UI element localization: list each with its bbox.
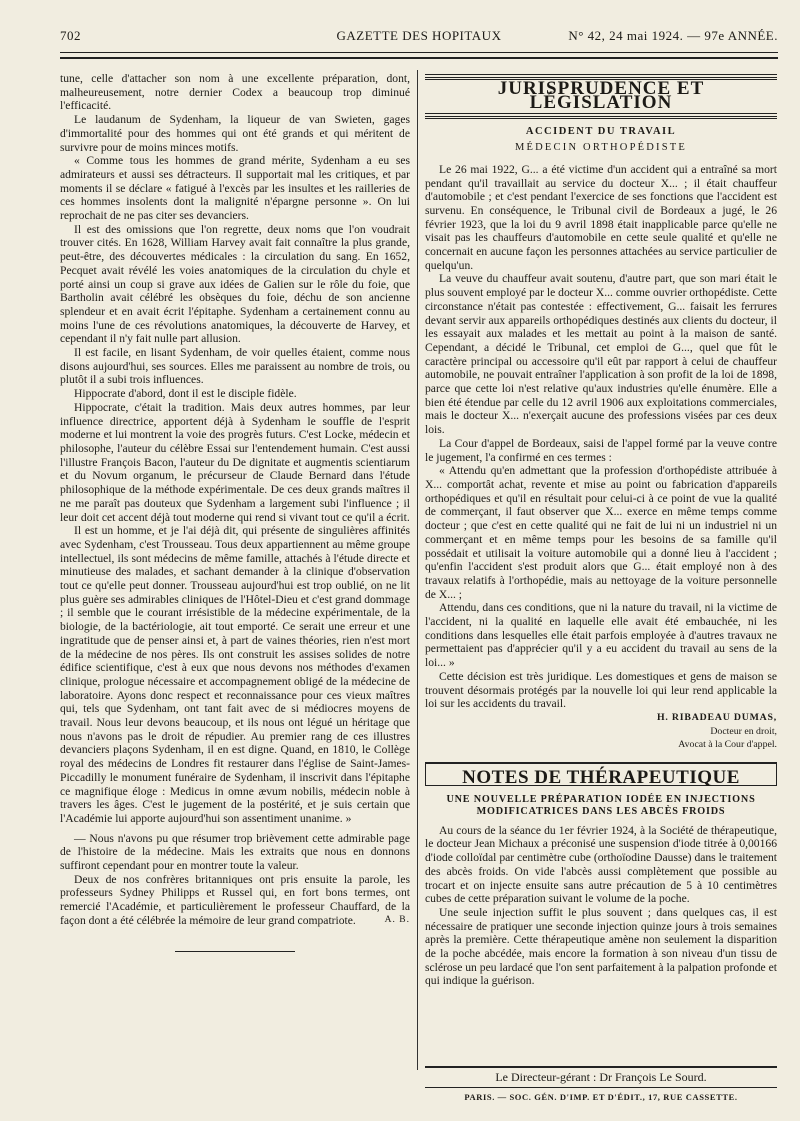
paragraph: La Cour d'appel de Bordeaux, saisi de l'appel formé par la veuve contre le jugement, l'a confirmé en ces termes :	[425, 436, 777, 464]
paragraph	[60, 873, 410, 928]
section-title-jurisprudence: JURISPRUDENCE ET LÉGISLATION	[497, 78, 705, 113]
paragraph-text: Deux de nos confrères britanniques ont pris ensuite la parole, les professeurs Sydney Philipps et Russel qui, en fort bons termes, ont remercié l'Académie, et particulièrement le professeur Chauffard, de la façon dont a été célébrée la mémoire de leur grand compatriote.	[60, 872, 410, 927]
therapeutique-box	[425, 762, 777, 789]
article-title: ACCIDENT DU TRAVAIL	[525, 126, 677, 138]
section-title-therapeutique: NOTES DE THÉRAPEUTIQUE	[462, 767, 740, 789]
right-column	[425, 72, 777, 988]
printer-line: PARIS. — SOC. GÉN. D'IMP. ET D'ÉDIT., 17, RUE CASSETTE.	[464, 1092, 738, 1102]
journal-title: GAZETTE DES HOPITAUX	[336, 28, 502, 43]
paragraph: « Comme tous les hommes de grand mérite, Sydenham a eu ses admirateurs et aussi ses détracteurs. Il supportait mal les critiques, et par moments il se déclare « fatigué à l'excès par les insultes et les railleries de ces hommes insolents dont la malignité n'épargne personne ». On lui reprochait de ne pas citer ses devanciers.	[60, 154, 410, 223]
header-rule	[60, 52, 778, 53]
director-line: Le Directeur-gérant : Dr François Le Sourd.	[425, 1066, 777, 1088]
paragraph: tune, celle d'attacher son nom à une excellente préparation, dont, malheureusement, notre dernier Codex a beaucoup trop diminué l'efficacité.	[60, 72, 410, 113]
paragraph: Le laudanum de Sydenham, la liqueur de van Swieten, gages d'immortalité pour des hommes qui ont été grands et qui méritent de survivre pour de moins minces motifs.	[60, 113, 410, 154]
paragraph: « Attendu qu'en admettant que la profession d'orthopédiste attribuée à X... comportât achat, revente et mise au point ou fabrication d'appareils orthopédiques et qu'il en résultait pour celui-ci à ce point de vue la qualité de commerçant, il faut observer que X... exerce en même temps comme docteur ; que c'est en cette qualité qui ne fait de lui ni un industriel ni un commerçant et en même temps pour les besoins de sa famille qu'il possédait et utilisait la voiture automobile qui a donné lieu à l'accident ; qu'enfin l'accident s'est produit alors que G... était employé non à des travaux relatifs à l'orthopédie, mais au nettoyage de la voiture personnelle de X... ;	[425, 464, 777, 601]
paragraph: Cette décision est très juridique. Les domestiques et gens de maison se trouvent désormais protégés par la nouvelle loi qui leur rend applicable la loi sur les accidents du travail.	[425, 669, 777, 711]
paragraph: Il est un homme, et je l'ai déjà dit, qui présente de singulières affinités avec Sydenham, c'est Trousseau. Tous deux appartiennent au même groupe intellectuel, ils sont médecins de même famille, attachés à l'étude directe et minutieuse des malades, et sachant demander à la clinique d'observation tout ce qu'elle peut donner. Trousseau aujourd'hui est trop oublié, on ne lit plus guère ses admirables cliniques de l'Hôtel-Dieu et c'est grand dommage ; il semble que le courant irrésistible de la médecine expérimentale, de la biologie, de la bactériologie, ait tout emporté. Ce serait une erreur et une ingratitude que de penser ainsi et, à part de vaines théories, rien n'est mort de la médecine de nos pères. Ils ont construit les assises solides de notre édifice scientifique, c'est à eux que nous devons nos méthodes d'examen clinique, prologue nécessaire et accompagnement obligé de la médecine de laboratoire. Ayons donc respect et reconnaissance pour ces vieux maîtres qui, tels que Sydenham, ont tant fait avec de si médiocres moyens de travail. Nous leur devons beaucoup, et ils nous ont légué un héritage que nous n'avons pas le droit de répudier. Au premier rang de ces illustres devanciers plaçons Sydenham, il en est digne. Quand, en 1810, le Collège royal des médecins de Londres fit restaurer dans l'église de Saint-James-Piccadilly le monument funéraire de Sydenham, il inscrivit dans l'épitaphe ce magnifique éloge : Medicus in omne ævum nobilis, médecin noble à travers les âges. C'est le jugement de la postérité, et je suis certain que l'Académie lui apporte aujourd'hui son assentiment unanime. »	[60, 524, 410, 825]
paragraph: La veuve du chauffeur avait soutenu, d'autre part, que son mari était le plus souvent employé par le docteur X... comme ouvrier orthopédiste. Cette circonstance n'était pas contestée : effectivement, G... faisait les ferrures devant servir aux appareils orthopédiques destinés aux clients du docteur, il les essayait aux malades et les mettait au point à la maison de santé. Cependant, a décidé le Tribunal, cet emploi de G..., quel que fût le caractère principal ou accessoire qu'il eût par rapport à celui de chauffeur automobile, ne pouvait entraîner l'application à son profit de la loi de 1898, parce que cette loi n'est relative qu'aux industries qu'elle énumère. Elle a bien été étendue par celle du 12 avril 1906 aux exploitations commerciales, mais le docteur X... n'exerçait aucune des professions visées par ces deux lois.	[425, 272, 777, 437]
author-role: Avocat à la Cour d'appel.	[678, 739, 777, 751]
left-column	[60, 72, 410, 955]
paragraph: Il est des omissions que l'on regrette, deux noms que l'on voudrait trouver cités. En 1628, William Harvey avait fait connaître la plus grande, peut-être, des découvertes médicales : la circulation du sang. En 1652, Pecquet avait révélé les voies anatomiques de la circulation du chyle et porté ainsi un coup si grave aux idées de Galien sur le rôle du foie, que Bartholin avait célébré les obsèques du foie, déchu de son ancienne splendeur et en avait écrit l'épitaphe. Sydenham a certainement connu au moins l'une de ces révolutions anatomiques, la découverte de Harvey, et cependant il n'y fait nulle part allusion.	[60, 222, 410, 346]
running-head	[60, 28, 778, 48]
paragraph: Hippocrate, c'était la tradition. Mais deux autres hommes, par leur influence directrice, apportent déjà à Sydenham le souffle de l'esprit moderne et lui montrent la voie des progrès futurs. C'est Locke, médecin et philosophe, l'auteur du célèbre Essai sur l'entendement humain. C'est aussi l'illustre François Bacon, l'auteur du De dignitate et augmentis scientiarum et du Novum organum, le précurseur de Claude Bernard dans l'étude philosophique de la méthode expérimentale. De ces deux grands maîtres il ne me paraît pas douteux que Sydenham a largement subi l'influence ; il leur doit cet accent déjà tout moderne qui rend si vivant tout ce qu'il a écrit.	[60, 400, 410, 524]
article-title: UNE NOUVELLE PRÉPARATION IODÉE EN INJECTIONS MODIFICATRICES DANS LES ABCÈS FROIDS	[446, 793, 756, 817]
author-name: H. RIBADEAU DUMAS,	[657, 711, 777, 723]
header-rule-double	[60, 57, 778, 59]
paragraph: Une seule injection suffit le plus souvent ; dans quelques cas, il est nécessaire de pratiquer une seconde injection quinze jours à trois semaines après la première. Cette thérapeutique amène non seulement la disparition de la poche abcédée, mais encore la formation à son niveau d'un tissu de sclérose un peu lardacé que l'on sent parfaitement à la palpation profonde et qui indique la guérison.	[425, 905, 777, 988]
paragraph: — Nous n'avons pu que résumer trop brièvement cette admirable page de l'histoire de la médecine. Mais les extraits que nous en donnons suffiront cependant pour en montrer toute la valeur.	[60, 831, 410, 873]
article-signature: A. B.	[384, 914, 410, 925]
paragraph: Il est facile, en lisant Sydenham, de voir quelles étaient, comme nous disons aujourd'hui, ses sources. Elles me paraissent au nombre de trois, ou plutôt il a subi trois influences.	[60, 346, 410, 387]
issue-info: N° 42, 24 mai 1924. — 97e ANNÉE.	[568, 28, 778, 43]
paragraph: Hippocrate d'abord, dont il est le disciple fidèle.	[74, 387, 297, 401]
column-divider	[417, 70, 418, 1070]
end-ornament	[60, 942, 410, 956]
paragraph: Attendu, dans ces conditions, que ni la nature du travail, ni la victime de l'accident, ni la qualité en laquelle elle avait été embauchée, ni les conditions dans lesquelles elle était parfois employée à d'autres travaux ne permettaient pas d'apprécier qu'il y a eu accident du travail au sens de la loi... »	[425, 601, 777, 670]
paragraph: Le 26 mai 1922, G... a été victime d'un accident qui a entraîné sa mort pendant qu'il travaillait au service du docteur X... ; il était chauffeur d'automobile ; et c'est pendant l'exercice de ses fonctions que l'accident est survenu. En conséquence, le Tribunal civil de Bordeaux a jugé, le 26 février 1923, que la loi du 9 avril 1898 était inapplicable parce qu'elle ne visait pas les chauffeurs d'automobile en cette seule qualité et qu'elle ne concernait en aucune façon les personnes attachées au service particulier de quelqu'un.	[425, 162, 777, 272]
article-subtitle: MÉDECIN ORTHOPÉDISTE	[515, 142, 687, 154]
colophon	[425, 1066, 777, 1102]
paragraph: Au cours de la séance du 1er février 1924, à la Société de thérapeutique, le docteur Jean Michaux a préconisé une suspension d'iode titrée à 0,00166 d'iode colloïdal par centimètre cube (orthoïodine Dausse) dans le traitement des abcès froids. On vide l'abcès aussi complètement que possible au trocart et on injecte ensuite sans autre précaution de 5 à 10 centimètres cubes de cette préparation suivant le volume de la poche.	[425, 823, 777, 906]
section-rule	[425, 113, 777, 119]
page-number: 702	[60, 28, 81, 43]
author-title: Docteur en droit,	[710, 725, 777, 737]
